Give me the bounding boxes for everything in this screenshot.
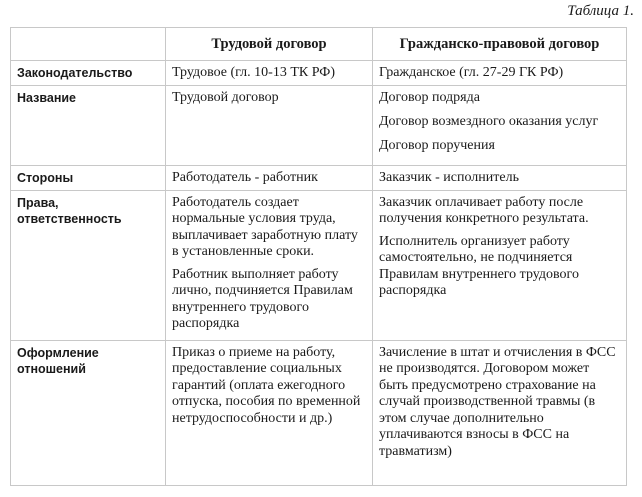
civil-cell xyxy=(373,85,627,165)
cell-text: Работодатель создает нормальные условия труда, выплачивает заработную плату в установленные сроки. xyxy=(172,194,358,259)
row-label: Название xyxy=(11,85,166,165)
row-label: Оформление отношений xyxy=(11,340,166,485)
table-row xyxy=(11,85,627,165)
table-row xyxy=(11,61,627,86)
row-label: Законодательство xyxy=(11,61,166,86)
labor-cell xyxy=(166,165,373,190)
row-label: Стороны xyxy=(11,165,166,190)
civil-cell xyxy=(373,190,627,340)
cell-text: Договор подряда xyxy=(379,89,480,105)
cell-text: Трудовой договор xyxy=(172,89,279,105)
cell-text: Работник выполняет работу лично, подчиняется Правилам внутреннего трудового распорядка xyxy=(172,266,353,331)
cell-text: Трудовое (гл. 10-13 ТК РФ) xyxy=(172,65,335,80)
civil-cell xyxy=(373,165,627,190)
table-row xyxy=(11,190,627,340)
labor-cell xyxy=(166,190,373,340)
civil-cell xyxy=(373,61,627,86)
cell-text: Зачисление в штат и отчисления в ФСС не производятся. Договором может быть предусмотрено страхование на случай производственной травмы (в этом случае дополнительно уплачиваются взносы в ФСС на травматизм) xyxy=(379,344,616,459)
cell-text: Договор возмездного оказания услуг xyxy=(379,113,599,129)
civil-cell xyxy=(373,340,627,485)
header-row xyxy=(11,28,627,61)
header-labor-contract: Трудовой договор xyxy=(166,28,373,61)
comparison-table xyxy=(10,27,627,486)
table-row xyxy=(11,340,627,485)
table-row xyxy=(11,165,627,190)
header-civil-contract: Гражданско-правовой договор xyxy=(373,28,627,61)
header-empty xyxy=(11,28,166,61)
cell-text: Договор поручения xyxy=(379,137,495,153)
cell-text: Исполнитель организует работу самостоятельно, не подчиняется Правилам внутреннего трудового распорядка xyxy=(379,233,579,298)
labor-cell xyxy=(166,85,373,165)
cell-text: Приказ о приеме на работу, предоставление социальных гарантий (оплата ежегодного отпуска, пособия по временной нетрудоспособности и др.) xyxy=(172,344,361,426)
cell-text: Гражданское (гл. 27-29 ГК РФ) xyxy=(379,65,564,80)
labor-cell xyxy=(166,61,373,86)
labor-cell xyxy=(166,340,373,485)
cell-text: Работодатель - работник xyxy=(172,169,318,185)
cell-text: Заказчик - исполнитель xyxy=(379,169,519,185)
row-label: Права, ответственность xyxy=(11,190,166,340)
cell-text: Заказчик оплачивает работу после получения конкретного результата. xyxy=(379,194,589,226)
table-caption: Таблица 1. xyxy=(567,3,634,19)
